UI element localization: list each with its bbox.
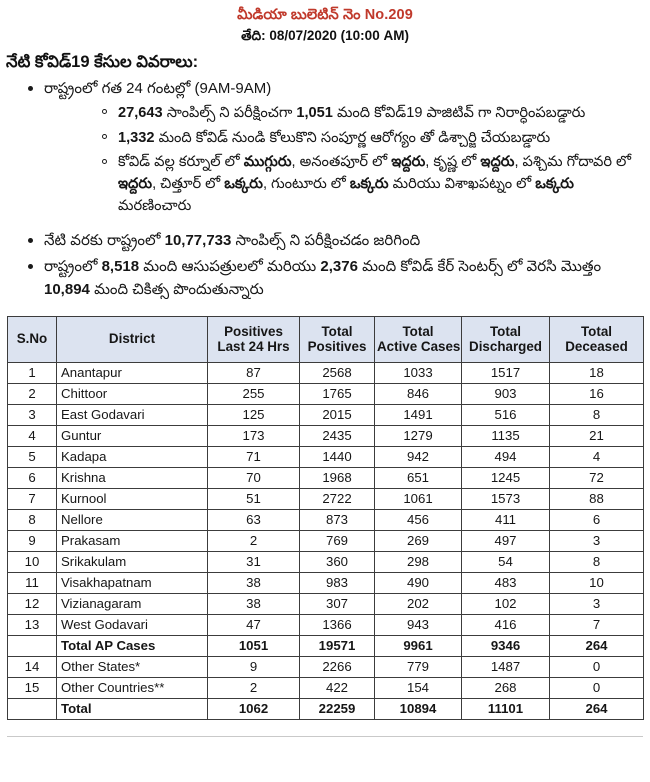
cell-total-active-cases: 490 [375,572,462,593]
cell-total-active-cases: 779 [375,656,462,677]
cell-total-positives: 22259 [300,698,375,719]
table-header-row [8,316,644,362]
cell-total-discharged: 494 [462,446,550,467]
cell-serial-number: 10 [8,551,57,572]
cell-total-positives: 19571 [300,635,375,656]
bullet-dot-icon [28,264,33,269]
discharged-tail-text: మంది కోవిడ్ నుండి కోలుకొని సంపూర్ణ ఆరోగ్యం తో డిశ్చార్జి చేయబడ్డారు [158,129,551,146]
cell-serial-number: 15 [8,677,57,698]
table-row [8,404,644,425]
table-row [8,614,644,635]
total-samples-pre-text: నేటి వరకు రాష్ట్రంలో [44,232,161,250]
deaths-chittoor-count: ఒక్కరు [224,176,263,193]
table-row [8,656,644,677]
cell-total-active-cases: 651 [375,467,462,488]
table-row [8,383,644,404]
header-line-1: Total [402,323,434,339]
cell-total-discharged: 1487 [462,656,550,677]
cell-serial-number: 8 [8,509,57,530]
table-head [8,316,644,362]
sub-bullet-deaths [44,152,640,218]
cell-total-discharged: 102 [462,593,550,614]
header-line-1: Total [581,323,612,339]
hospital-count: 8,518 [101,257,140,275]
cell-district-name: West Godavari [57,614,208,635]
cell-district-name: Nellore [57,509,208,530]
cell-total-active-cases: 269 [375,530,462,551]
table-total-row [8,635,644,656]
bullet-circle-icon [102,109,107,114]
cell-total-positives: 1366 [300,614,375,635]
total-samples-tail-text: సాంపిల్స్ ని పరీక్షించడం జరిగింది [235,232,421,250]
table-row [8,467,644,488]
bullet-last-24-hours-label: రాష్ట్రంలో గత 24 గంటల్లో (9AM-9AM) [44,79,272,97]
cell-positives-last-24-hrs: 31 [208,551,300,572]
cell-total-active-cases: 1491 [375,404,462,425]
cell-total-positives: 2015 [300,404,375,425]
deaths-text-7: మరణించారు [118,198,192,215]
table-total-row [8,698,644,719]
total-under-treatment-count: 10,894 [44,280,90,298]
deaths-kurnool-count: ముగ్గురు [243,154,292,171]
cell-total-active-cases: 943 [375,614,462,635]
table-row [8,551,644,572]
cell-positives-last-24-hrs: 2 [208,677,300,698]
bulletin-date [0,27,650,46]
cell-total-deceased: 8 [550,551,644,572]
cell-total-deceased: 8 [550,404,644,425]
cell-total-discharged: 1517 [462,362,550,383]
samples-tested-mid-text: సాంపిల్స్ ని పరీక్షించగా [166,104,293,121]
cell-total-deceased: 264 [550,698,644,719]
cell-district-name: Kadapa [57,446,208,467]
cell-district-name: Other Countries** [57,677,208,698]
cell-total-discharged: 54 [462,551,550,572]
cell-total-active-cases: 298 [375,551,462,572]
cell-serial-number: 4 [8,425,57,446]
deaths-visakhapatnam-count: ఒక్కరు [535,176,574,193]
summary-bullets [0,78,650,302]
cell-total-deceased: 0 [550,677,644,698]
table-header-cell-positives-last-24-hrs [208,316,300,362]
table-row [8,572,644,593]
header-line-2: Active Cases [377,339,461,355]
table-row [8,488,644,509]
cell-total-discharged: 483 [462,572,550,593]
cell-total-deceased: 4 [550,446,644,467]
header-line-1: Total [321,323,353,339]
cell-total-discharged: 1135 [462,425,550,446]
cell-total-discharged: 516 [462,404,550,425]
deaths-text-2: , కృష్ణ లో [425,154,477,171]
cell-district-name: Anantapur [57,362,208,383]
cell-district-name: Visakhapatnam [57,572,208,593]
cell-total-deceased: 88 [550,488,644,509]
cell-total-deceased: 0 [550,656,644,677]
cell-district-name: Srikakulam [57,551,208,572]
header-line-1: Positives [224,323,283,339]
deaths-text-4: , చిత్తూర్ లో [152,176,221,193]
samples-tested-count: 27,643 [118,104,163,121]
deaths-west-godavari-count: ఇద్దరు [118,176,153,193]
cell-total-deceased: 7 [550,614,644,635]
cell-total-active-cases: 10894 [375,698,462,719]
cell-district-name: East Godavari [57,404,208,425]
cell-total-active-cases: 942 [375,446,462,467]
sub-bullet-samples-tested [44,103,640,125]
cell-total-positives: 1765 [300,383,375,404]
under-treatment-tail-text: మంది చికిత్స పొందుతున్నారు [94,280,264,298]
cell-positives-last-24-hrs: 38 [208,572,300,593]
table-row [8,362,644,383]
header-line-2: Discharged [469,339,542,355]
district-case-table [7,316,644,720]
covid-care-center-count: 2,376 [320,257,358,275]
header-line-1: Total [490,323,521,339]
deaths-text-1: , అనంతపూర్ లో [291,154,388,171]
cell-total-discharged: 268 [462,677,550,698]
cell-serial-number: 12 [8,593,57,614]
cell-serial-number: 9 [8,530,57,551]
cell-total-active-cases: 1033 [375,362,462,383]
cell-total-positives: 2435 [300,425,375,446]
table-header-cell-total-positives [300,316,375,362]
under-treatment-mid-text-1: మంది ఆసుపత్రులలో మరియు [143,257,317,275]
cell-total-active-cases: 456 [375,509,462,530]
cell-total-discharged: 1245 [462,467,550,488]
cell-total-discharged: 1573 [462,488,550,509]
cell-positives-last-24-hrs: 63 [208,509,300,530]
bullet-last-24-hours [0,78,640,218]
header-line-2: Last 24 Hrs [217,339,290,355]
new-positives-tail-text: మంది కోవిడ్19 పాజిటివ్ గా నిరార్ధింపబడ్డారు [336,104,586,121]
table-header-cell-total-deceased [550,316,644,362]
deaths-text-6: మరియు విశాఖపట్నం లో [392,176,532,193]
under-treatment-mid-text-2: మంది కోవిడ్ కేర్ సెంటర్స్ లో వెరసి మొత్తం [362,257,602,275]
cell-total-positives: 873 [300,509,375,530]
cell-total-positives: 2722 [300,488,375,509]
cell-total-discharged: 416 [462,614,550,635]
cell-total-active-cases: 846 [375,383,462,404]
cell-district-name: Kurnool [57,488,208,509]
cell-total-active-cases: 9961 [375,635,462,656]
table-header-cell-total-active-cases [375,316,462,362]
cell-positives-last-24-hrs: 2 [208,530,300,551]
discharged-count: 1,332 [118,129,155,146]
cell-district-name: Vizianagaram [57,593,208,614]
cell-total-active-cases: 1061 [375,488,462,509]
table-header-cell-s-no [8,316,57,362]
header-line-1: District [108,331,156,347]
district-case-table-wrapper [7,316,643,720]
cell-district-name: Chittoor [57,383,208,404]
cell-serial-number: 11 [8,572,57,593]
cell-positives-last-24-hrs: 87 [208,362,300,383]
cell-total-deceased: 6 [550,509,644,530]
header-line-1: S.No [16,331,48,347]
table-body [8,362,644,719]
deaths-krishna-count: ఇద్దరు [480,154,515,171]
page-title: నేటి కోవిడ్19 కేసుల వివరాలు: [6,53,199,72]
cell-total-positives: 2568 [300,362,375,383]
table-row [8,509,644,530]
cell-positives-last-24-hrs: 70 [208,467,300,488]
cell-positives-last-24-hrs: 51 [208,488,300,509]
table-row [8,530,644,551]
cell-positives-last-24-hrs: 173 [208,425,300,446]
under-treatment-pre-text: రాష్ట్రంలో [44,257,98,275]
cell-total-deceased: 72 [550,467,644,488]
bulletin-number: మీడియా బులెటిన్ నెం No.209 [237,7,413,23]
table-header-cell-district [57,316,208,362]
cell-district-name: Total AP Cases [57,635,208,656]
bullet-circle-icon [102,134,107,139]
bullet-total-samples [0,230,640,253]
cell-district-name: Guntur [57,425,208,446]
bullet-dot-icon [28,238,33,243]
header-line-2: Deceased [565,339,628,355]
cell-positives-last-24-hrs: 125 [208,404,300,425]
cell-total-positives: 2266 [300,656,375,677]
cell-positives-last-24-hrs: 255 [208,383,300,404]
cell-total-active-cases: 1279 [375,425,462,446]
sub-bullet-discharged [44,128,640,150]
cell-serial-number: 2 [8,383,57,404]
deaths-anantapur-count: ఇద్దరు [391,154,426,171]
cell-serial-number: 1 [8,362,57,383]
deaths-text-5: , గుంటూరు లో [262,176,346,193]
total-samples-count: 10,77,733 [164,232,232,250]
table-row [8,593,644,614]
cell-total-positives: 307 [300,593,375,614]
deaths-text-3: , పశ్చిమ గోదావరి లో [514,154,632,171]
cell-serial-number [8,698,57,719]
cell-total-discharged: 497 [462,530,550,551]
cell-serial-number: 7 [8,488,57,509]
table-row [8,446,644,467]
cell-positives-last-24-hrs: 1051 [208,635,300,656]
cell-total-active-cases: 202 [375,593,462,614]
cell-positives-last-24-hrs: 38 [208,593,300,614]
cell-total-active-cases: 154 [375,677,462,698]
bullet-under-treatment [0,256,640,302]
cell-total-positives: 422 [300,677,375,698]
cell-positives-last-24-hrs: 71 [208,446,300,467]
cell-serial-number: 3 [8,404,57,425]
cell-total-positives: 1968 [300,467,375,488]
table-row [8,677,644,698]
deaths-guntur-count: ఒక్కరు [349,176,389,193]
cell-district-name: Other States* [57,656,208,677]
cell-district-name: Prakasam [57,530,208,551]
cell-serial-number: 5 [8,446,57,467]
sub-bullet-list [44,103,640,218]
header-line-2: Positives [307,339,367,355]
cell-positives-last-24-hrs: 47 [208,614,300,635]
date-value: : 08/07/2020 (10:00 AM) [261,27,409,43]
cell-district-name: Krishna [57,467,208,488]
cell-serial-number: 14 [8,656,57,677]
new-positives-count: 1,051 [296,104,333,121]
cell-total-deceased: 3 [550,530,644,551]
bullet-dot-icon [28,86,33,91]
cell-district-name: Total [57,698,208,719]
table-row [8,425,644,446]
cell-total-positives: 1440 [300,446,375,467]
cell-total-deceased: 21 [550,425,644,446]
cell-total-discharged: 411 [462,509,550,530]
cell-total-positives: 360 [300,551,375,572]
cell-total-discharged: 11101 [462,698,550,719]
cell-total-discharged: 9346 [462,635,550,656]
cell-positives-last-24-hrs: 9 [208,656,300,677]
cell-total-deceased: 10 [550,572,644,593]
cell-positives-last-24-hrs: 1062 [208,698,300,719]
cell-serial-number [8,635,57,656]
deaths-text-0: కోవిడ్ వల్ల కర్నూల్ లో [118,154,240,171]
footer-divider [7,736,643,738]
cell-total-positives: 769 [300,530,375,551]
cell-total-positives: 983 [300,572,375,593]
cell-serial-number: 13 [8,614,57,635]
cell-total-deceased: 18 [550,362,644,383]
cell-total-deceased: 16 [550,383,644,404]
cell-total-deceased: 264 [550,635,644,656]
cell-total-discharged: 903 [462,383,550,404]
bulletin-header [0,0,650,45]
date-label: తేది [241,27,262,43]
table-header-cell-total-discharged [462,316,550,362]
cell-total-deceased: 3 [550,593,644,614]
cell-serial-number: 6 [8,467,57,488]
bullet-circle-icon [102,159,107,164]
